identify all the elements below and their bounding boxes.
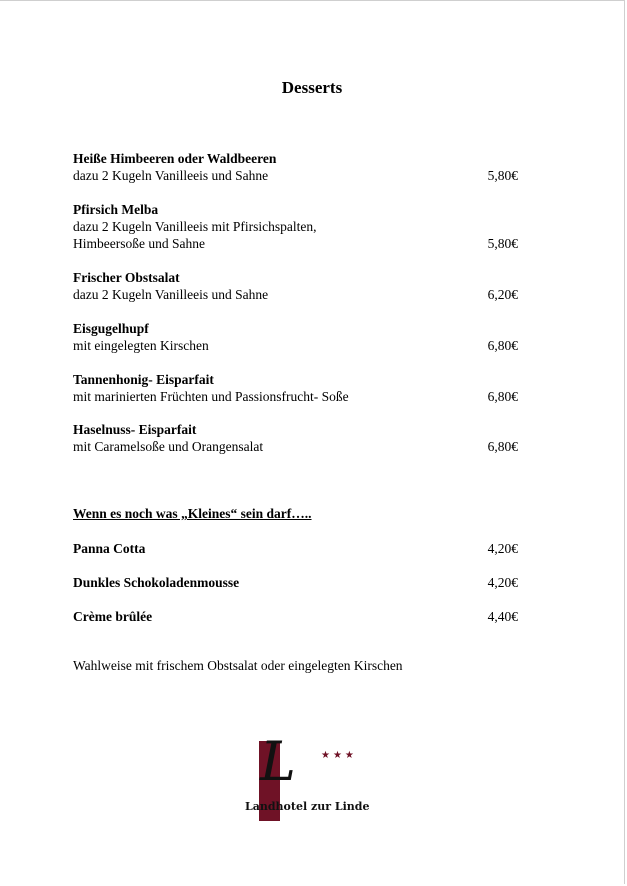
small-item-name: Crème brûlée: [73, 609, 153, 624]
dessert-name: Frischer Obstsalat: [73, 270, 180, 285]
dessert-price: 6,80€: [487, 389, 518, 404]
dessert-item: [73, 150, 518, 184]
serving-note: Wahlweise mit frischem Obstsalat oder eingelegten Kirschen: [73, 658, 403, 673]
small-item-price: 4,20€: [487, 541, 518, 556]
dessert-name: Heiße Himbeeren oder Waldbeeren: [73, 151, 277, 166]
dessert-description: Himbeersoße und Sahne: [73, 236, 205, 251]
dessert-description: dazu 2 Kugeln Vanilleeis und Sahne: [73, 287, 269, 302]
dessert-item: [73, 320, 518, 354]
logo-letter: L: [260, 730, 296, 793]
small-item-price: 4,20€: [487, 575, 518, 590]
dessert-price: 6,80€: [487, 439, 518, 454]
dessert-price: 6,80€: [487, 338, 518, 353]
logo-stars-icon: ★★★: [321, 750, 357, 761]
dessert-description: mit eingelegten Kirschen: [73, 338, 209, 353]
hotel-logo: [242, 730, 382, 823]
small-item: [73, 540, 518, 557]
dessert-price: 5,80€: [487, 168, 518, 183]
small-item-name: Dunkles Schokoladenmousse: [73, 575, 240, 590]
small-item: [73, 608, 518, 625]
logo-name: Landhotel zur Linde: [245, 800, 370, 813]
small-item-name: Panna Cotta: [73, 541, 146, 556]
dessert-item: [73, 269, 518, 303]
small-item: [73, 574, 518, 591]
dessert-name: Tannenhonig- Eisparfait: [73, 372, 214, 387]
dessert-description: dazu 2 Kugeln Vanilleeis und Sahne: [73, 168, 269, 183]
dessert-description: mit marinierten Früchten und Passionsfrucht- Soße: [73, 389, 349, 404]
dessert-description: mit Caramelsoße und Orangensalat: [73, 439, 264, 454]
dessert-description: dazu 2 Kugeln Vanilleeis mit Pfirsichspalten,: [73, 219, 317, 234]
dessert-price: 6,20€: [487, 287, 518, 302]
dessert-price: 5,80€: [487, 236, 518, 251]
small-item-price: 4,40€: [487, 609, 518, 624]
dessert-item: [73, 201, 518, 252]
dessert-item: [73, 421, 518, 455]
dessert-name: Haselnuss- Eisparfait: [73, 422, 197, 437]
dessert-name: Pfirsich Melba: [73, 202, 159, 217]
dessert-name: Eisgugelhupf: [73, 321, 149, 336]
section-heading: Wenn es noch was „Kleines“ sein darf…..: [73, 506, 312, 521]
page-title: Desserts: [281, 78, 343, 97]
dessert-item: [73, 371, 518, 405]
